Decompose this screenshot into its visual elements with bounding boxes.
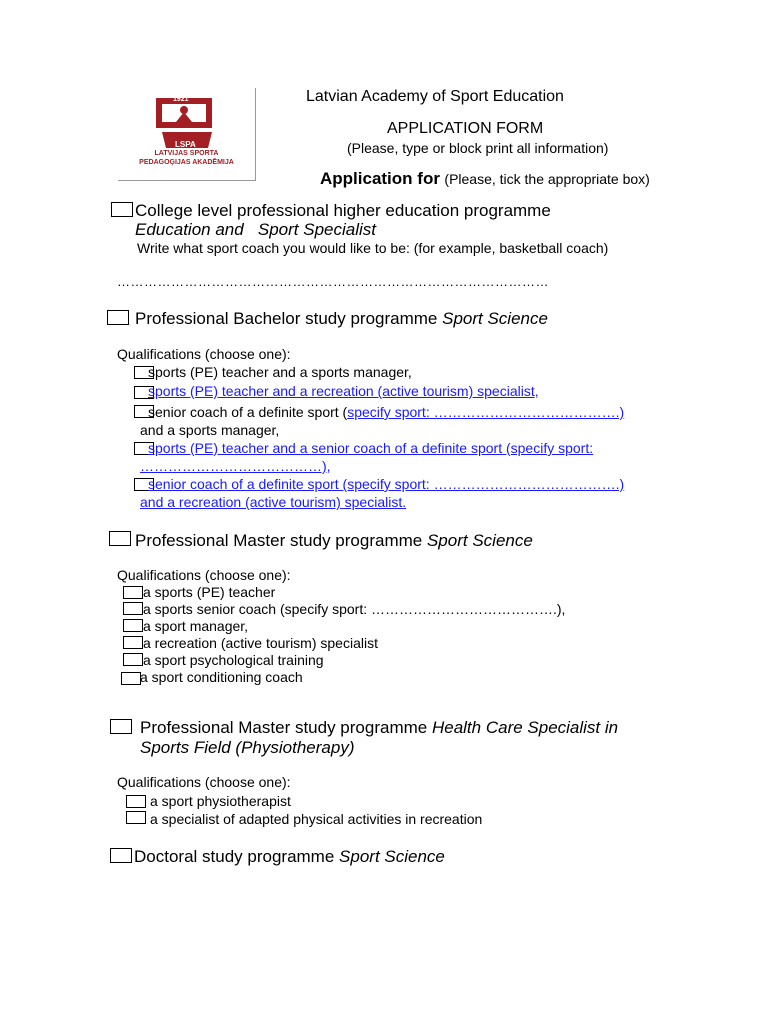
college-programme-checkbox[interactable] [111,202,133,217]
master-health-option-1: a sport physiotherapist [150,793,291,809]
form-title: APPLICATION FORM [387,120,544,137]
master-sport-option-1: a sports (PE) teacher [143,584,276,600]
bachelor-option-4-specify[interactable]: …………………………………), [140,458,331,474]
form-note: (Please, type or block print all information) [347,140,609,156]
bachelor-programme-checkbox[interactable] [107,310,129,325]
master-sport-option-6-checkbox[interactable] [121,672,141,685]
doctoral-programme-title [134,847,445,867]
master-health-option-1-checkbox[interactable] [126,795,146,808]
bachelor-qualifications-label: Qualifications (choose one): [117,346,291,362]
master-sport-option-3: a sport manager, [143,618,249,634]
master-health-option-2-checkbox[interactable] [126,811,146,824]
master-sport-option-2: a sports senior coach (specify sport: ………………………………….), [143,601,566,617]
application-for-line [320,169,650,189]
master-health-programme-title [140,718,618,738]
master-sport-option-5-checkbox[interactable] [123,653,143,666]
master-sport-option-3-checkbox[interactable] [123,619,143,632]
master-health-programme-checkbox[interactable] [110,719,132,734]
application-for-label: Application for [320,169,440,188]
academy-logo [118,88,256,181]
doctoral-title-text: Doctoral study programme [134,847,335,866]
master-health-title-italic-2: Sports Field (Physiotherapy) [140,738,355,757]
master-sport-option-1-checkbox[interactable] [123,586,143,599]
master-health-title-italic-1: Health Care Specialist in [431,718,619,737]
college-subtitle-a: Education and [135,220,244,239]
master-health-title-text: Professional Master study programme [140,718,428,737]
bachelor-option-2: sports (PE) teacher and a recreation (active tourism) specialist, [148,383,539,399]
bachelor-option-3-cont: and a sports manager, [140,422,280,438]
bachelor-option-3-specify[interactable]: specify sport: ………………………………….) [347,404,625,420]
college-programme-title: College level professional higher education programme [135,201,551,220]
coach-instruction: Write what sport coach you would like to be: (for example, basketball coach) [137,240,609,256]
bachelor-option-5-cont: and a recreation (active tourism) specialist. [140,494,407,510]
bachelor-title-text: Professional Bachelor study programme [135,309,438,328]
doctoral-title-italic: Sport Science [339,847,445,866]
master-sport-title-italic: Sport Science [426,531,533,550]
college-subtitle-b: Sport Specialist [257,220,376,239]
bachelor-programme-title [135,309,548,329]
coach-answer-line[interactable]: …………………………………………………………………………………… [117,274,549,289]
master-sport-option-4: a recreation (active tourism) specialist [143,635,378,651]
college-programme-subtitle [135,220,376,240]
bachelor-title-italic: Sport Science [442,309,548,328]
bachelor-option-3-text: senior coach of a definite sport ( [148,404,348,420]
bachelor-option-1: sports (PE) teacher and a sports manager, [148,364,412,380]
bachelor-option-5: senior coach of a definite sport (specify sport: ………………………………….) [148,476,625,492]
master-sport-programme-title [135,531,533,551]
master-sport-programme-checkbox[interactable] [109,531,131,546]
master-sport-qualifications-label: Qualifications (choose one): [117,567,291,583]
logo-name-line1: LATVIJAS SPORTA [154,150,219,157]
logo-abbreviation: LSPA [175,140,196,149]
bachelor-option-4: sports (PE) teacher and a senior coach of a definite sport (specify sport: [148,440,594,456]
master-sport-option-2-checkbox[interactable] [123,602,143,615]
master-sport-title-text: Professional Master study programme [135,531,423,550]
bachelor-option-3 [148,404,624,420]
application-for-note: (Please, tick the appropriate box) [444,171,650,187]
master-health-option-2: a specialist of adapted physical activities in recreation [150,811,483,827]
master-sport-option-5: a sport psychological training [143,652,324,668]
logo-name-line2: PEDAGOĢIJAS AKADĒMIJA [139,159,234,166]
institution-name: Latvian Academy of Sport Education [306,88,564,105]
logo-year: 1921 [173,96,189,103]
master-sport-option-6: a sport conditioning coach [140,669,303,685]
master-sport-option-4-checkbox[interactable] [123,636,143,649]
master-health-qualifications-label: Qualifications (choose one): [117,774,291,790]
doctoral-programme-checkbox[interactable] [110,848,132,863]
